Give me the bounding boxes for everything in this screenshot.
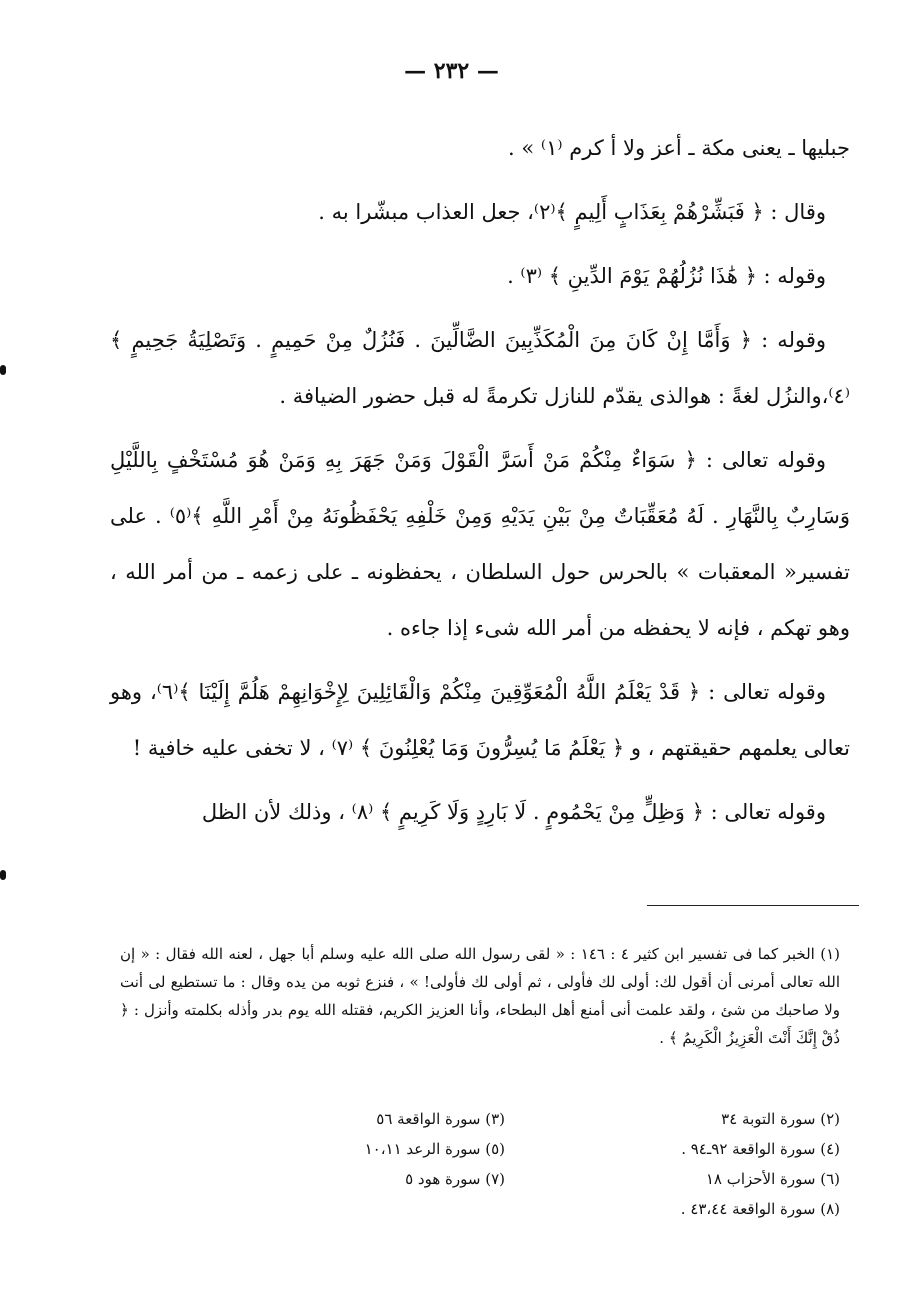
paragraph-5: وقوله تعالى : ﴿ سَوَاءٌ مِنْكُمْ مَنْ أَسَرَّ الْقَوْلَ وَمَنْ جَهَرَ بِهِ وَمَنْ هُوَ مُسْتَخْفٍ بِاللَّيْلِ وَسَارِبٌ بِالنَّهَارِ . لَهُ مُعَقِّبَاتٌ مِنْ بَيْنِ يَدَيْهِ وَمِنْ خَلْفِهِ يَحْفَظُونَهُ مِنْ أَمْرِ اللَّهِ ﴾⁽٥⁾ . على تفسير« المعقبات » بالحرس حول السلطان ، يحفظونه ـ على زعمه ـ من أمر الله ، وهو تهكم ، فإنه لا يحفظه من أمر الله شىء إذا جاءه . xyxy=(110,448,850,640)
paragraph-4: وقوله : ﴿ وَأَمَّا إِنْ كَانَ مِنَ الْمُكَذِّبِينَ الضَّالِّينَ . فَنُزُلٌ مِنْ حَمِيمٍ . وَتَصْلِيَةُ جَحِيمٍ ﴾⁽٤⁾،والنزُل لغةً : هوالذى يقدّم للنازل تكرمةً له قبل حضور الضيافة . xyxy=(110,328,850,408)
footnote-1 xyxy=(120,940,840,1052)
reference-2: (٢) سورة التوبة ٣٤ xyxy=(721,1110,840,1128)
reference-3: (٣) سورة الواقعة ٥٦ xyxy=(376,1110,505,1128)
paragraph-2: وقال : ﴿ فَبَشِّرْهُمْ بِعَذَابٍ أَلِيمٍ ﴾⁽٢⁾، جعل العذاب مبشّرا به . xyxy=(318,200,826,224)
footnote-divider xyxy=(647,905,859,906)
references-list xyxy=(170,1104,840,1224)
reference-row xyxy=(170,1104,840,1134)
page-number: — ٢٣٢ — xyxy=(404,58,499,84)
reference-7: (٧) سورة هود ٥ xyxy=(405,1170,505,1188)
footnote-text: (١) الخبر كما فى تفسير ابن كثير ٤ : ١٤٦ : « لقى رسول الله صلى الله عليه وسلم أبا جهل ، لعنه الله فقال : « إن الله تعالى أمرنى أن أقول لك: أولى لك فأولى ، ثم أولى لك فأولى! » ، فنزع ثوبه من يده وقال : ما تستطيع لى أنت ولا صاحبك من شئ ، ولقد علمت أنى أمنع أهل البطحاء، وأنا العزيز الكريم، فقتله الله يوم بدر وأذله بكلمته وأنزل : ﴿ ذُقْ إِنَّكَ أَنْتَ الْعَزِيزُ الْكَرِيمُ ﴾ . xyxy=(120,945,841,1047)
paragraph-1: جبليها ـ يعنى مكة ـ أعز ولا أ كرم ⁽١⁾ » . xyxy=(508,136,850,160)
reference-8: (٨) سورة الواقعة ٤٣،٤٤ . xyxy=(680,1200,840,1218)
reference-row xyxy=(170,1194,840,1224)
scan-mark xyxy=(0,870,6,880)
main-text xyxy=(110,120,850,848)
reference-row xyxy=(170,1164,840,1194)
scan-mark xyxy=(0,365,6,375)
reference-empty xyxy=(170,1194,505,1224)
reference-4: (٤) سورة الواقعة ٩٢ـ٩٤ . xyxy=(681,1140,840,1158)
reference-6: (٦) سورة الأحزاب ١٨ xyxy=(705,1170,840,1188)
paragraph-6: وقوله تعالى : ﴿ قَدْ يَعْلَمُ اللَّهُ الْمُعَوِّقِينَ مِنْكُمْ وَالْقَائِلِينَ لِإِخْوَانِهِمْ هَلُمَّ إِلَيْنَا ﴾⁽٦⁾، وهو تعالى يعلمهم حقيقتهم ، و ﴿ يَعْلَمُ مَا يُسِرُّونَ وَمَا يُعْلِنُونَ ﴾ ⁽٧⁾ ، لا تخفى عليه خافية ! xyxy=(110,680,850,760)
paragraph-3: وقوله : ﴿ هَٰذَا نُزُلُهُمْ يَوْمَ الدِّينِ ﴾ ⁽٣⁾ . xyxy=(507,264,826,288)
paragraph-7: وقوله تعالى : ﴿ وَظِلٍّ مِنْ يَحْمُومٍ . لَا بَارِدٍ وَلَا كَرِيمٍ ﴾ ⁽٨⁾ ، وذلك لأن الظل xyxy=(201,800,826,824)
reference-row xyxy=(170,1134,840,1164)
reference-5: (٥) سورة الرعد ١٠،١١ xyxy=(364,1140,505,1158)
